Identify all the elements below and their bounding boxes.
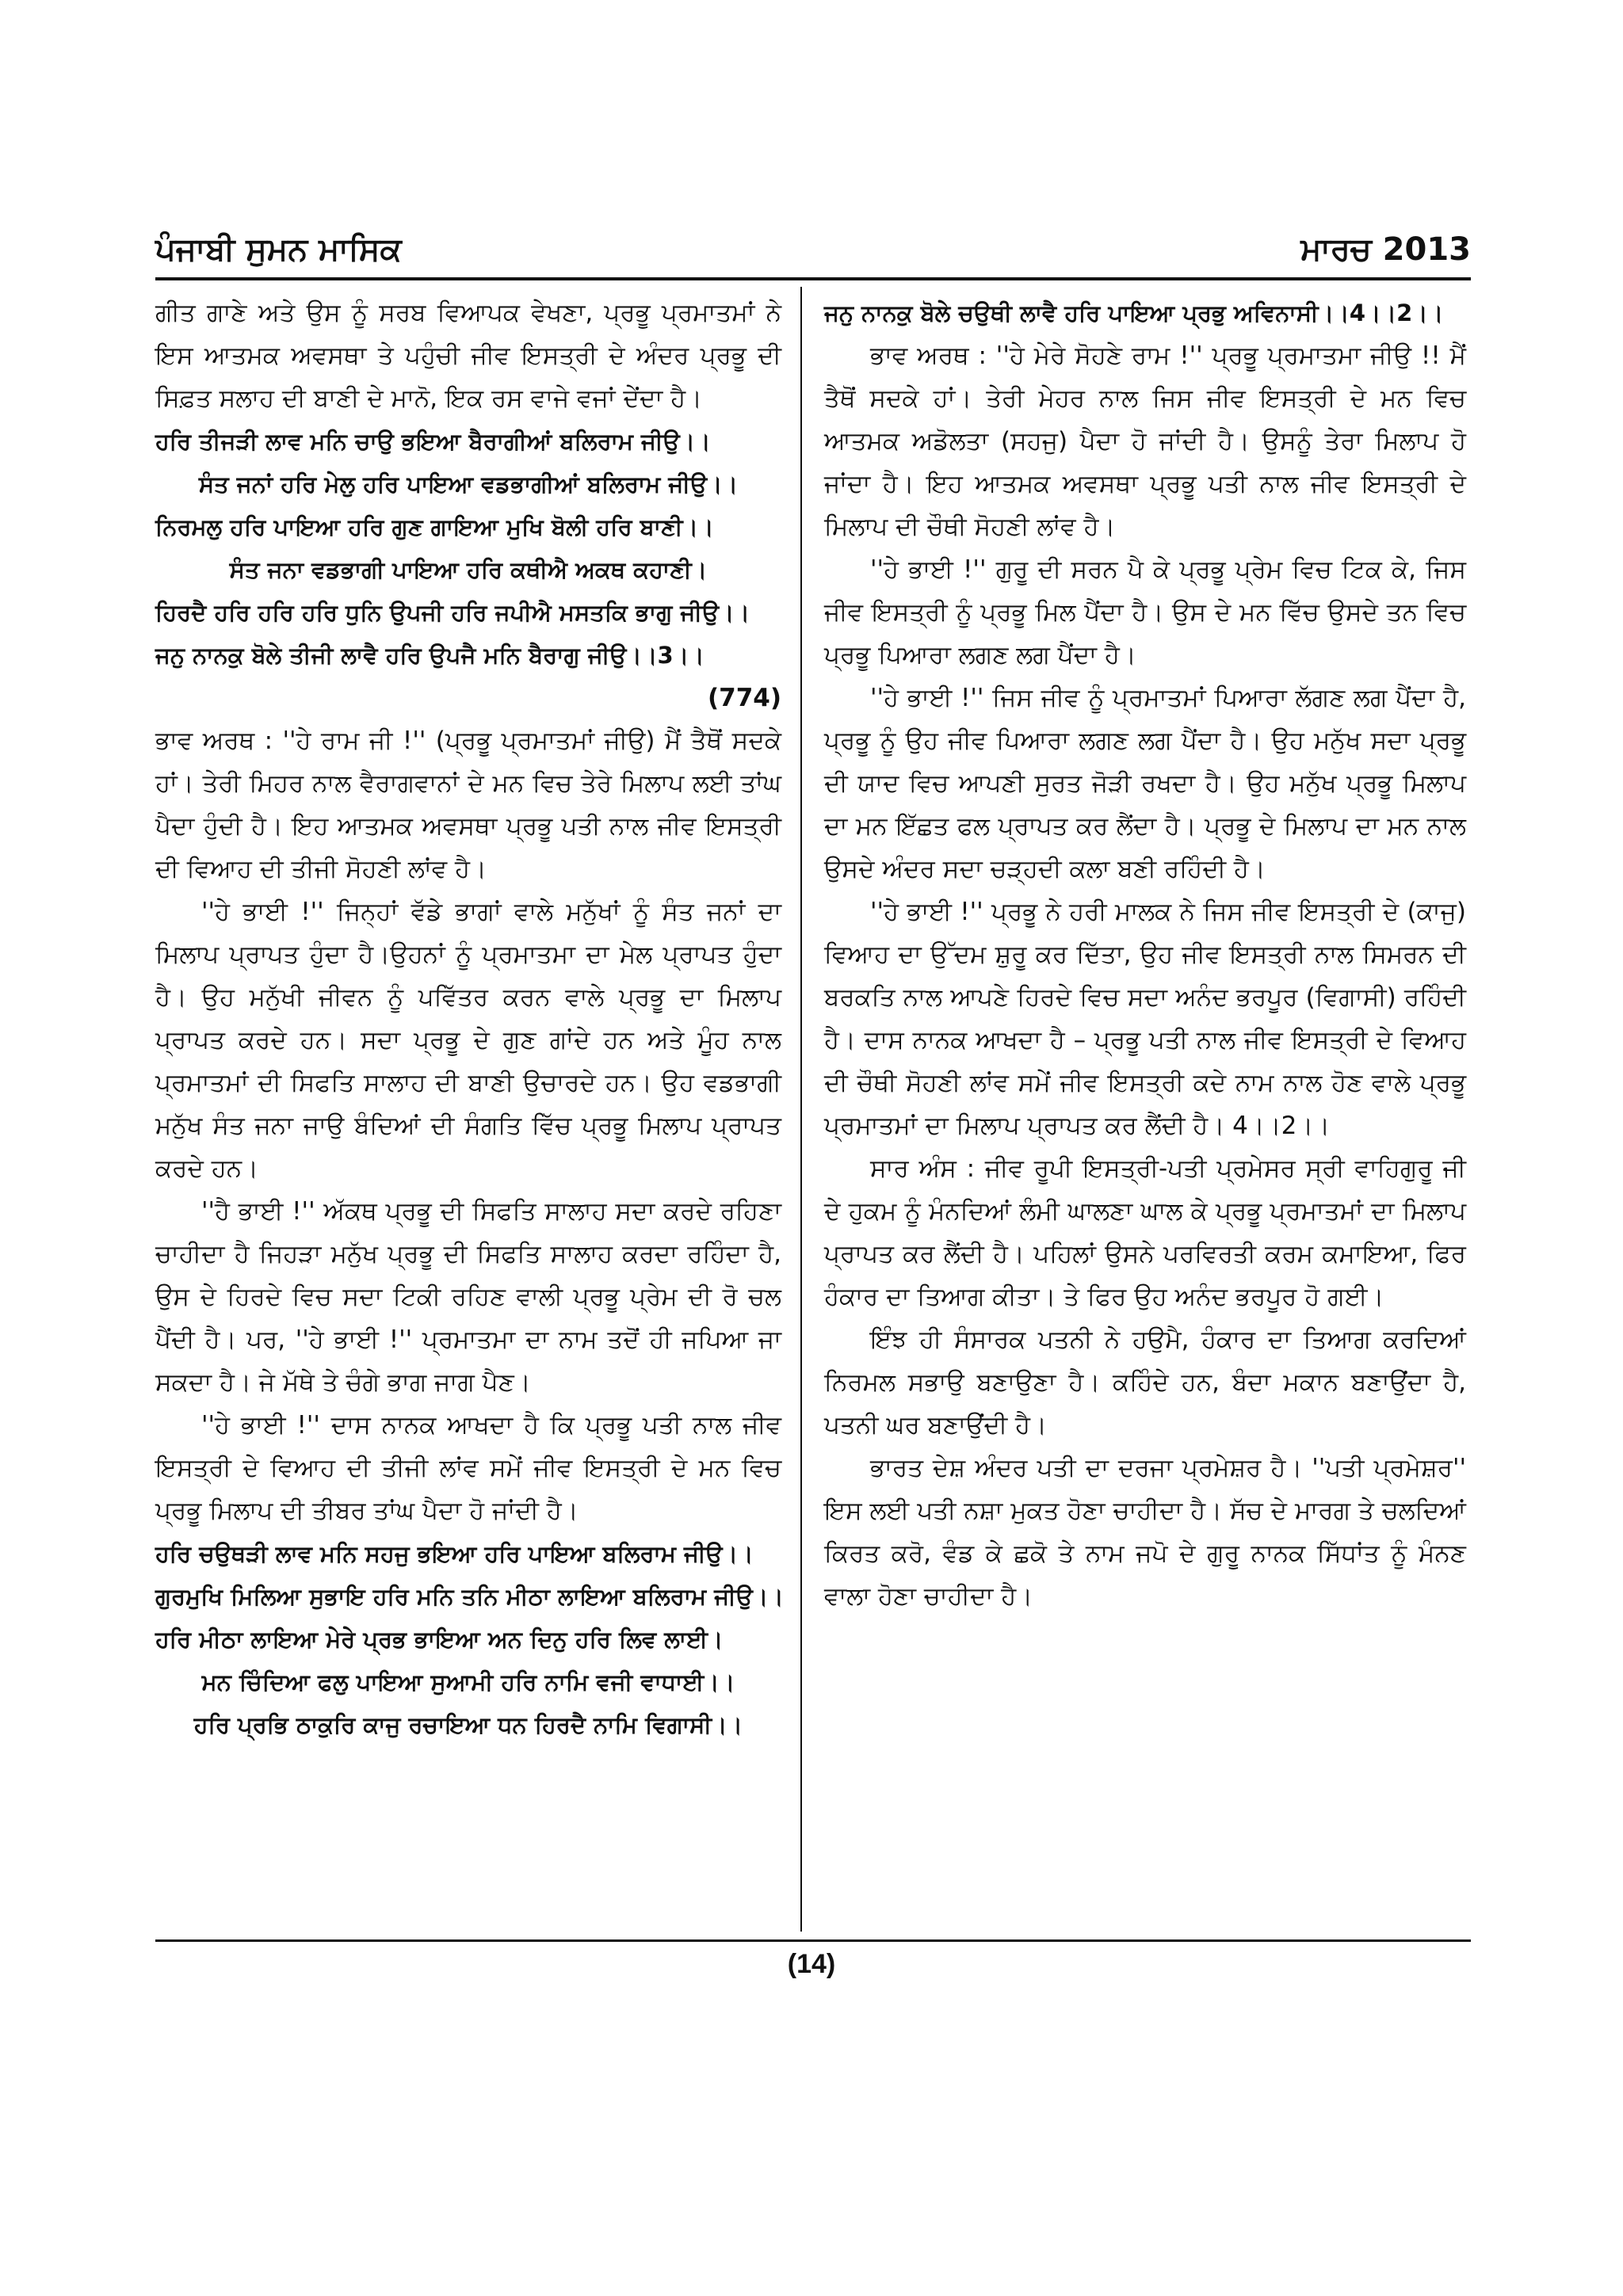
paragraph: ''ਹੇ ਭਾਈ !'' ਜਿਸ ਜੀਵ ਨੂੰ ਪ੍ਰਮਾਤਮਾਂ ਪਿਆਰਾ ਲੱਗਣ ਲਗ ਪੈਂਦਾ ਹੈ, ਪ੍ਰਭੂ ਨੂੰ ਉਹ ਜੀਵ ਪਿਆਰਾ ਲਗਣ ਲਗ ਪੈਂਦਾ ਹੈ। ਉਹ ਮਨੁੱਖ ਸਦਾ ਪ੍ਰਭੂ ਦੀ ਯਾਦ ਵਿਚ ਆਪਣੀ ਸੁਰਤ ਜੋੜੀ ਰਖਦਾ ਹੈ। ਉਹ ਮਨੁੱਖ ਪ੍ਰਭੂ ਮਿਲਾਪ ਦਾ ਮਨ ਇੱਛਤ ਫਲ ਪ੍ਰਾਪਤ ਕਰ ਲੈਂਦਾ ਹੈ। ਪ੍ਰਭੂ ਦੇ ਮਿਲਾਪ ਦਾ ਮਨ ਨਾਲ ਉਸਦੇ ਅੰਦਰ ਸਦਾ ਚੜ੍ਹਦੀ ਕਲਾ ਬਣੀ ਰਹਿੰਦੀ ਹੈ। [824, 684, 1466, 883]
verse-line: ਹਰਿ ਚਉਥੜੀ ਲਾਵ ਮਨਿ ਸਹਜੁ ਭਇਆ ਹਰਿ ਪਾਇਆ ਬਲਿਰਾਮ ਜੀਉ।। [155, 1540, 754, 1567]
verse-reference: (774) [707, 684, 781, 712]
verse-line: ਜਨੁ ਨਾਨਕੁ ਬੋਲੇ ਤੀਜੀ ਲਾਵੈ ਹਰਿ ਉਪਜੈ ਮਨਿ ਬੈਰਾਗੁ ਜੀਉ।।3।। [155, 642, 705, 669]
verse-line: ਗੁਰਮੁਖਿ ਮਿਲਿਆ ਸੁਭਾਇ ਹਰਿ ਮਨਿ ਤਨਿ ਮੀਠਾ ਲਾਇਆ ਬਲਿਰਾਮ ਜੀਉ।। [155, 1583, 784, 1610]
paragraph: ਗੀਤ ਗਾਣੇ ਅਤੇ ਉਸ ਨੂੰ ਸਰਬ ਵਿਆਪਕ ਵੇਖਣਾ, ਪ੍ਰਭੂ ਪ੍ਰਮਾਤਮਾਂ ਨੇ ਇਸ ਆਤਮਕ ਅਵਸਥਾ ਤੇ ਪਹੁੰਚੀ ਜੀਵ ਇਸਤ੍ਰੀ ਦੇ ਅੰਦਰ ਪ੍ਰਭੂ ਦੀ ਸਿਫ਼ਤ ਸਲਾਹ ਦੀ ਬਾਣੀ ਦੇ ਮਾਨੋ, ਇਕ ਰਸ ਵਾਜੇ ਵਜਾਂ ਦੇਂਦਾ ਹੈ। [155, 299, 781, 413]
verse-line: ਹਰਿ ਮੀਠਾ ਲਾਇਆ ਮੇਰੇ ਪ੍ਰਭ ਭਾਇਆ ਅਨ ਦਿਨੁ ਹਰਿ ਲਿਵ ਲਾਈ। [155, 1626, 724, 1653]
magazine-title: ਪੰਜਾਬੀ ਸੁਮਨ ਮਾਸਿਕ [155, 231, 402, 268]
verse-line: ਹਿਰਦੈ ਹਰਿ ਹਰਿ ਹਰਿ ਧੁਨਿ ਉਪਜੀ ਹਰਿ ਜਪੀਐ ਮਸਤਕਿ ਭਾਗੁ ਜੀਉ।। [155, 599, 750, 626]
verse-line: ਨਿਰਮਲੁ ਹਰਿ ਪਾਇਆ ਹਰਿ ਗੁਣ ਗਾਇਆ ਮੁਖਿ ਬੋਲੀ ਹਰਿ ਬਾਣੀ।। [155, 513, 714, 540]
page-number: (14) [787, 1949, 836, 1979]
paragraph: ''ਹੇ ਭਾਈ !'' ਗੁਰੂ ਦੀ ਸਰਨ ਪੈ ਕੇ ਪ੍ਰਭੂ ਪ੍ਰੇਮ ਵਿਚ ਟਿਕ ਕੇ, ਜਿਸ ਜੀਵ ਇਸਤ੍ਰੀ ਨੂੰ ਪ੍ਰਭੂ ਮਿਲ ਪੈਂਦਾ ਹੈ। ਉਸ ਦੇ ਮਨ ਵਿੱਚ ਉਸਦੇ ਤਨ ਵਿਚ ਪ੍ਰਭੂ ਪਿਆਰਾ ਲਗਣ ਲਗ ਪੈਂਦਾ ਹੈ। [824, 555, 1466, 669]
paragraph: ''ਹੇ ਭਾਈ !'' ਦਾਸ ਨਾਨਕ ਆਖਦਾ ਹੈ ਕਿ ਪ੍ਰਭੂ ਪਤੀ ਨਾਲ ਜੀਵ ਇਸਤ੍ਰੀ ਦੇ ਵਿਆਹ ਦੀ ਤੀਜੀ ਲਾਂਵ ਸਮੇਂ ਜੀਵ ਇਸਤ੍ਰੀ ਦੇ ਮਨ ਵਿਚ ਪ੍ਰਭੂ ਮਿਲਾਪ ਦੀ ਤੀਬਰ ਤਾਂਘ ਪੈਦਾ ਹੋ ਜਾਂਦੀ ਹੈ। [155, 1411, 781, 1525]
verse-line: ਮਨ ਚਿੰਦਿਆ ਫਲੁ ਪਾਇਆ ਸੁਆਮੀ ਹਰਿ ਨਾਮਿ ਵਜੀ ਵਾਧਾਈ।। [201, 1669, 735, 1695]
verse-line: ਸੰਤ ਜਨਾ ਵਡਭਾਗੀ ਪਾਇਆ ਹਰਿ ਕਥੀਐ ਅਕਥ ਕਹਾਣੀ। [229, 556, 708, 583]
paragraph: ਇੰਝ ਹੀ ਸੰਸਾਰਕ ਪਤਨੀ ਨੇ ਹਉਮੈ, ਹੰਕਾਰ ਦਾ ਤਿਆਗ ਕਰਦਿਆਂ ਨਿਰਮਲ ਸਭਾਉ ਬਣਾਉਣਾ ਹੈ। ਕਹਿੰਦੇ ਹਨ, ਬੰਦਾ ਮਕਾਨ ਬਣਾਉਂਦਾ ਹੈ, ਪਤਨੀ ਘਰ ਬਣਾਉਂਦੀ ਹੈ। [824, 1325, 1466, 1440]
paragraph: ਭਾਵ ਅਰਥ : ''ਹੇ ਰਾਮ ਜੀ !'' (ਪ੍ਰਭੂ ਪ੍ਰਮਾਤਮਾਂ ਜੀਉ) ਮੈਂ ਤੈਥੋਂ ਸਦਕੇ ਹਾਂ। ਤੇਰੀ ਮਿਹਰ ਨਾਲ ਵੈਰਾਗਵਾਨਾਂ ਦੇ ਮਨ ਵਿਚ ਤੇਰੇ ਮਿਲਾਪ ਲਈ ਤਾਂਘ ਪੈਦਾ ਹੁੰਦੀ ਹੈ। ਇਹ ਆਤਮਕ ਅਵਸਥਾ ਪ੍ਰਭੂ ਪਤੀ ਨਾਲ ਜੀਵ ਇਸਤ੍ਰੀ ਦੀ ਵਿਆਹ ਦੀ ਤੀਜੀ ਸੋਹਣੀ ਲਾਂਵ ਹੈ। [155, 727, 781, 883]
verse-line: ਜਨੁ ਨਾਨਕੁ ਬੋਲੇ ਚਉਥੀ ਲਾਵੈ ਹਰਿ ਪਾਇਆ ਪ੍ਰਭੁ ਅਵਿਨਾਸੀ।।4।।2।। [824, 299, 1444, 326]
paragraph: ''ਹੇ ਭਾਈ !'' ਜਿਨ੍ਹਾਂ ਵੱਡੇ ਭਾਗਾਂ ਵਾਲੇ ਮਨੁੱਖਾਂ ਨੂੰ ਸੰਤ ਜਨਾਂ ਦਾ ਮਿਲਾਪ ਪ੍ਰਾਪਤ ਹੁੰਦਾ ਹੈ।ਉਹਨਾਂ ਨੂੰ ਪ੍ਰਮਾਤਮਾ ਦਾ ਮੇਲ ਪ੍ਰਾਪਤ ਹੁੰਦਾ ਹੈ। ਉਹ ਮਨੁੱਖੀ ਜੀਵਨ ਨੂੰ ਪਵਿੱਤਰ ਕਰਨ ਵਾਲੇ ਪ੍ਰਭੂ ਦਾ ਮਿਲਾਪ ਪ੍ਰਾਪਤ ਕਰਦੇ ਹਨ। ਸਦਾ ਪ੍ਰਭੂ ਦੇ ਗੁਣ ਗਾਂਦੇ ਹਨ ਅਤੇ ਮੂੰਹ ਨਾਲ ਪ੍ਰਮਾਤਮਾਂ ਦੀ ਸਿਫਤਿ ਸਾਲਾਹ ਦੀ ਬਾਣੀ ਉਚਾਰਦੇ ਹਨ। ਉਹ ਵਡਭਾਗੀ ਮਨੁੱਖ ਸੰਤ ਜਨਾ ਜਾਉ ਬੰਦਿਆਂ ਦੀ ਸੰਗਤਿ ਵਿੱਚ ਪ੍ਰਭੂ ਮਿਲਾਪ ਪ੍ਰਾਪਤ ਕਰਦੇ ਹਨ। [155, 898, 781, 1183]
column-divider [800, 287, 802, 1932]
issue-date: ਮਾਰਚ 2013 [1300, 231, 1471, 268]
paragraph: ਭਾਰਤ ਦੇਸ਼ ਅੰਦਰ ਪਤੀ ਦਾ ਦਰਜਾ ਪ੍ਰਮੇਸ਼ਰ ਹੈ। ''ਪਤੀ ਪ੍ਰਮੇਸ਼ਰ'' ਇਸ ਲਈ ਪਤੀ ਨਸ਼ਾ ਮੁਕਤ ਹੋਣਾ ਚਾਹੀਦਾ ਹੈ। ਸੱਚ ਦੇ ਮਾਰਗ ਤੇ ਚਲਦਿਆਂ ਕਿਰਤ ਕਰੋ, ਵੰਡ ਕੇ ਛਕੋ ਤੇ ਨਾਮ ਜਪੋ ਦੇ ਗੁਰੂ ਨਾਨਕ ਸਿੱਧਾਂਤ ਨੂੰ ਮੰਨਣ ਵਾਲਾ ਹੋਣਾ ਚਾਹੀਦਾ ਹੈ। [824, 1454, 1466, 1611]
page-header [155, 231, 1471, 279]
verse-line: ਹਰਿ ਤੀਜੜੀ ਲਾਵ ਮਨਿ ਚਾਉ ਭਇਆ ਬੈਰਾਗੀਆਂ ਬਲਿਰਾਮ ਜੀਉ।। [155, 428, 711, 455]
paragraph: ''ਹੇ ਭਾਈ !'' ਪ੍ਰਭੂ ਨੇ ਹਰੀ ਮਾਲਕ ਨੇ ਜਿਸ ਜੀਵ ਇਸਤ੍ਰੀ ਦੇ (ਕਾਜੁ) ਵਿਆਹ ਦਾ ਉੱਦਮ ਸ਼ੁਰੂ ਕਰ ਦਿੱਤਾ, ਉਹ ਜੀਵ ਇਸਤ੍ਰੀ ਨਾਲ ਸਿਮਰਨ ਦੀ ਬਰਕਤਿ ਨਾਲ ਆਪਣੇ ਹਿਰਦੇ ਵਿਚ ਸਦਾ ਅਨੰਦ ਭਰਪੂਰ (ਵਿਗਾਸੀ) ਰਹਿੰਦੀ ਹੈ। ਦਾਸ ਨਾਨਕ ਆਖਦਾ ਹੈ – ਪ੍ਰਭੂ ਪਤੀ ਨਾਲ ਜੀਵ ਇਸਤ੍ਰੀ ਦੇ ਵਿਆਹ ਦੀ ਚੌਥੀ ਸੋਹਣੀ ਲਾਂਵ ਸਮੇਂ ਜੀਵ ਇਸਤ੍ਰੀ ਕਦੇ ਨਾਮ ਨਾਲ ਹੋਣ ਵਾਲੇ ਪ੍ਰਭੂ ਪ੍ਰਮਾਤਮਾਂ ਦਾ ਮਿਲਾਪ ਪ੍ਰਾਪਤ ਕਰ ਲੈਂਦੀ ਹੈ। 4।।2।। [824, 898, 1466, 1140]
verse-line: ਸੰਤ ਜਨਾਂ ਹਰਿ ਮੇਲੁ ਹਰਿ ਪਾਇਆ ਵਡਭਾਗੀਆਂ ਬਲਿਰਾਮ ਜੀਉ।। [198, 471, 739, 498]
paragraph: ''ਹੈ ਭਾਈ !'' ਅੱਕਥ ਪ੍ਰਭੂ ਦੀ ਸਿਫਤਿ ਸਾਲਾਹ ਸਦਾ ਕਰਦੇ ਰਹਿਣਾ ਚਾਹੀਦਾ ਹੈ ਜਿਹੜਾ ਮਨੁੱਖ ਪ੍ਰਭੂ ਦੀ ਸਿਫਤਿ ਸਾਲਾਹ ਕਰਦਾ ਰਹਿੰਦਾ ਹੈ, ਉਸ ਦੇ ਹਿਰਦੇ ਵਿਚ ਸਦਾ ਟਿਕੀ ਰਹਿਣ ਵਾਲੀ ਪ੍ਰਭੂ ਪ੍ਰੇਮ ਦੀ ਰੋ ਚਲ ਪੈਂਦੀ ਹੈ। ਪਰ, ''ਹੇ ਭਾਈ !'' ਪ੍ਰਮਾਤਮਾ ਦਾ ਨਾਮ ਤਦੋਂ ਹੀ ਜਪਿਆ ਜਾ ਸਕਦਾ ਹੈ। ਜੇ ਮੱਥੇ ਤੇ ਚੰਗੇ ਭਾਗ ਜਾਗ ਪੈਣ। [155, 1197, 781, 1397]
footer-rule [155, 1939, 1471, 1942]
verse-line: ਹਰਿ ਪ੍ਰਭਿ ਠਾਕੁਰਿ ਕਾਜੁ ਰਚਾਇਆ ਧਨ ਹਿਰਦੈ ਨਾਮਿ ਵਿਗਾਸੀ।। [193, 1711, 743, 1738]
paragraph: ਸਾਰ ਅੰਸ : ਜੀਵ ਰੂਪੀ ਇਸਤ੍ਰੀ-ਪਤੀ ਪ੍ਰਮੇਸਰ ਸ੍ਰੀ ਵਾਹਿਗੁਰੂ ਜੀ ਦੇ ਹੁਕਮ ਨੂੰ ਮੰਨਦਿਆਂ ਲੰਮੀ ਘਾਲਣਾ ਘਾਲ ਕੇ ਪ੍ਰਭੂ ਪ੍ਰਮਾਤਮਾਂ ਦਾ ਮਿਲਾਪ ਪ੍ਰਾਪਤ ਕਰ ਲੈਂਦੀ ਹੈ। ਪਹਿਲਾਂ ਉਸਨੇ ਪਰਵਿਰਤੀ ਕਰਮ ਕਮਾਇਆ, ਫਿਰ ਹੰਕਾਰ ਦਾ ਤਿਆਗ ਕੀਤਾ। ਤੇ ਫਿਰ ਉਹ ਅਨੰਦ ਭਰਪੂਰ ਹੋ ਗਈ। [824, 1154, 1466, 1311]
header-rule [155, 277, 1471, 280]
right-column [824, 292, 1466, 1618]
paragraph: ਭਾਵ ਅਰਥ : ''ਹੇ ਮੇਰੇ ਸੋਹਣੇ ਰਾਮ !'' ਪ੍ਰਭੂ ਪ੍ਰਮਾਤਮਾ ਜੀਉ !! ਮੈਂ ਤੈਥੋਂ ਸਦਕੇ ਹਾਂ। ਤੇਰੀ ਮੇਹਰ ਨਾਲ ਜਿਸ ਜੀਵ ਇਸਤ੍ਰੀ ਦੇ ਮਨ ਵਿਚ ਆਤਮਕ ਅਡੋਲਤਾ (ਸਹਜੁ) ਪੈਦਾ ਹੋ ਜਾਂਦੀ ਹੈ। ਉਸਨੂੰ ਤੇਰਾ ਮਿਲਾਪ ਹੋ ਜਾਂਦਾ ਹੈ। ਇਹ ਆਤਮਕ ਅਵਸਥਾ ਪ੍ਰਭੂ ਪਤੀ ਨਾਲ ਜੀਵ ਇਸਤ੍ਰੀ ਦੇ ਮਿਲਾਪ ਦੀ ਚੌਥੀ ਸੋਹਣੀ ਲਾਂਵ ਹੈ। [824, 341, 1466, 541]
left-column [155, 292, 784, 1746]
